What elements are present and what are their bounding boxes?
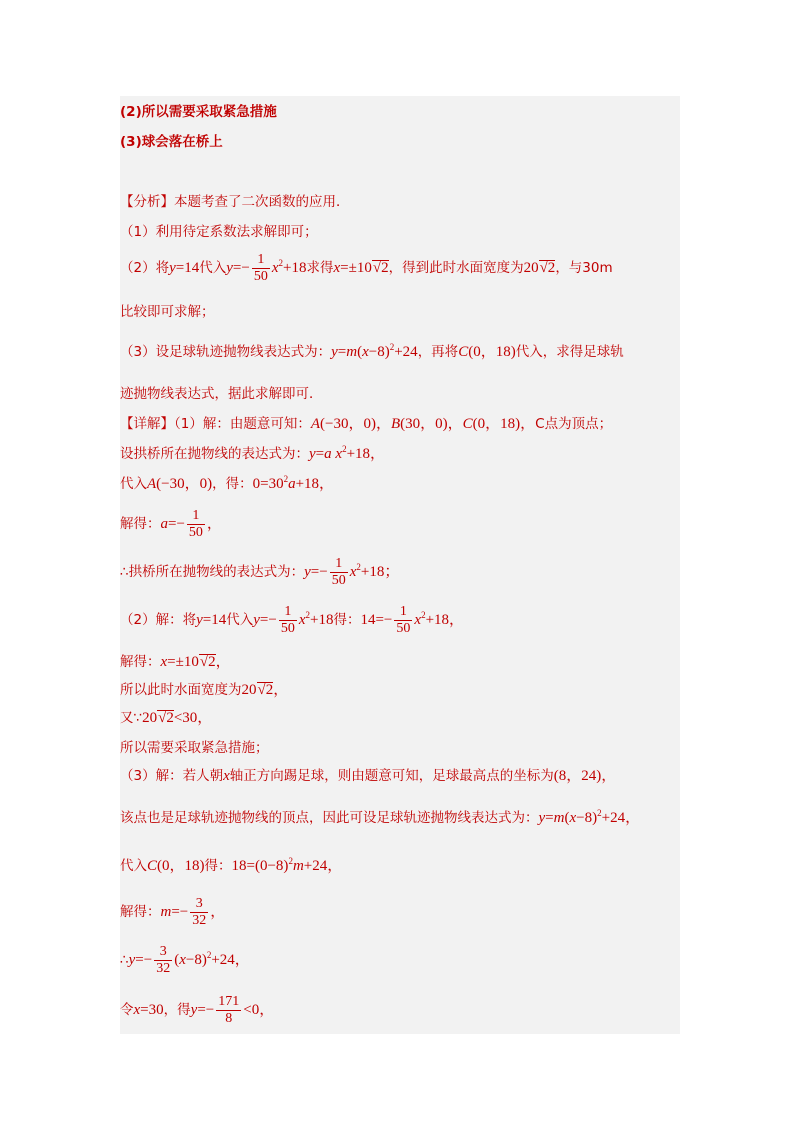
analysis-step-3-text-a: （3）设足球轨迹抛物线表达式为： (120, 344, 332, 360)
formula-bridge-final: y=− $\frac{1}{50}$ $x^2+18$； (304, 556, 400, 588)
detail-step-11-text-a: （3）解：若人朝 (120, 768, 224, 784)
detail-step-14-text: 解得： (120, 903, 161, 920)
analysis-step-3-cont: 迹抛物线表达式，据此求解即可． (120, 386, 323, 402)
detail-step-11 (120, 764, 616, 785)
detail-step-5 (120, 556, 399, 589)
detail-step-1 (120, 412, 612, 433)
analysis-intro (120, 190, 350, 210)
detail-step-16-text-b: ，得 (163, 1001, 191, 1018)
detail-step-9-text: 又∵ (120, 710, 143, 726)
detail-step-3-text-a: 代入 (120, 476, 147, 492)
detail-step-14 (120, 896, 225, 929)
detail-step-13-text-a: 代入 (120, 858, 147, 874)
formula-ball-final: y=− $\frac{3}{32}$ $(x-8)^2+24$， (128, 944, 250, 976)
detail-step-5-text: ∴拱桥所在抛物线的表达式为： (120, 563, 305, 580)
analysis-step-3 (120, 340, 624, 361)
detail-step-6-text-a: （2）解：将 (120, 611, 197, 628)
analysis-step-3-text-b: ，再将 (417, 344, 459, 360)
formula-compare: 20√2<30， (142, 710, 213, 726)
detail-step-1-text-b: C点为顶点； (535, 416, 613, 432)
detail-step-10: 所以需要采取紧急措施； (120, 740, 269, 756)
analysis-step-3-text-c: 代入，求得足球轨 (515, 344, 624, 360)
detail-step-4 (120, 508, 222, 541)
formula-point-a: A(−30，0) (147, 476, 213, 492)
detail-step-6-text-b: 代入 (226, 611, 254, 628)
analysis-step-2-text-e: ，与30m (555, 259, 613, 276)
formula-x-axis: x (223, 768, 230, 784)
detail-step-9 (120, 706, 212, 727)
formula-m-value: m=− $\frac{3}{32}$ ， (160, 896, 226, 928)
formula-bridge-general: y=a $x^2+18$， (309, 444, 386, 462)
detail-step-13-text-b: 得： (204, 858, 232, 874)
detail-step-16-text-a: 令 (120, 1001, 134, 1018)
formula-width-b: 20√2， (241, 682, 289, 698)
detail-step-8-text: 所以此时水面宽度为 (120, 682, 242, 698)
formula-y-14-b: y=14 (196, 611, 227, 628)
formula-ball-general: $y=m(x-8)^2+24$ (331, 342, 418, 360)
detail-step-8 (120, 678, 288, 699)
detail-step-7 (120, 650, 231, 671)
analysis-step-2-text-d: ，得到此时水面宽度为 (388, 259, 524, 276)
detail-step-11-text-b: 轴正方向踢足球，则由题意可知，足球最高点的坐标为 (229, 768, 554, 784)
formula-parabola-b: y=− $\frac{1}{50}$ $x^2+18$ (253, 604, 334, 636)
detail-step-2 (120, 442, 385, 463)
detail-step-1-text-a: （1）解：由题意可知： (174, 416, 311, 432)
analysis-intro-text: 本题考查了二次函数的应用． (174, 194, 350, 210)
analysis-step-2 (120, 252, 613, 285)
detail-step-7-text: 解得： (120, 654, 161, 670)
formula-point-c: C(0，18) (458, 344, 516, 360)
analysis-tag: 【分析】 (120, 194, 174, 210)
detail-step-4-text: 解得： (120, 515, 161, 532)
formula-vertex: (8，24)， (553, 768, 617, 784)
analysis-step-2-text-b: 代入 (199, 259, 227, 276)
analysis-step-2-text-a: （2）将 (120, 259, 170, 276)
formula-y-result: y=− $\frac{171}{8}$ <0， (190, 994, 275, 1026)
formula-y-14: y=14 (169, 259, 200, 276)
detail-step-3 (120, 472, 334, 493)
analysis-step-1: （1）利用待定系数法求解即可； (120, 224, 318, 240)
formula-x-30: x=30 (133, 1001, 164, 1018)
formula-substitute-a: $0=30^2a+18$， (252, 474, 335, 492)
answer-line-3: (3)球会落在桥上 (120, 134, 223, 150)
formula-a-value: a=− $\frac{1}{50}$ ， (160, 508, 222, 540)
formula-parabola-bridge: y=− $\frac{1}{50}$ $x^2+18$ (226, 252, 307, 284)
formula-point-c-b: C(0，18) (147, 858, 205, 874)
detail-step-3-text-b: ，得： (212, 476, 253, 492)
detail-step-6-text-c: 得： (333, 611, 361, 628)
formula-width: 20√2 (523, 259, 556, 276)
formula-points-abc: A(−30，0)，B(30，0)，C(0，18)， (310, 416, 536, 432)
formula-substitute-c: $18=(0-8)^2m+24$， (231, 856, 343, 874)
detail-step-6 (120, 604, 464, 637)
analysis-step-2-cont: 比较即可求解； (120, 304, 215, 320)
detail-step-13 (120, 854, 342, 875)
detail-tag: 【详解】 (120, 416, 174, 432)
analysis-step-2-text-c: 求得 (306, 259, 334, 276)
detail-step-12-text: 该点也是足球轨迹抛物线的顶点，因此可设足球轨迹抛物线表达式为： (120, 810, 539, 826)
detail-step-12 (120, 806, 640, 827)
formula-x-root: x=±10√2 (333, 259, 389, 276)
detail-step-15-text: ∴ (120, 951, 129, 968)
answer-line-2: (2)所以需要采取紧急措施 (120, 104, 277, 120)
detail-step-2-text: 设拱桥所在抛物线的表达式为： (120, 446, 309, 462)
detail-step-16 (120, 994, 274, 1027)
formula-ball-general-b: $y=m(x-8)^2+24$， (538, 808, 641, 826)
formula-equation-14: 14=− $\frac{1}{50}$ $x^2+18$， (360, 604, 465, 636)
detail-step-15 (120, 944, 250, 977)
formula-x-root-b: x=±10√2， (160, 654, 231, 670)
